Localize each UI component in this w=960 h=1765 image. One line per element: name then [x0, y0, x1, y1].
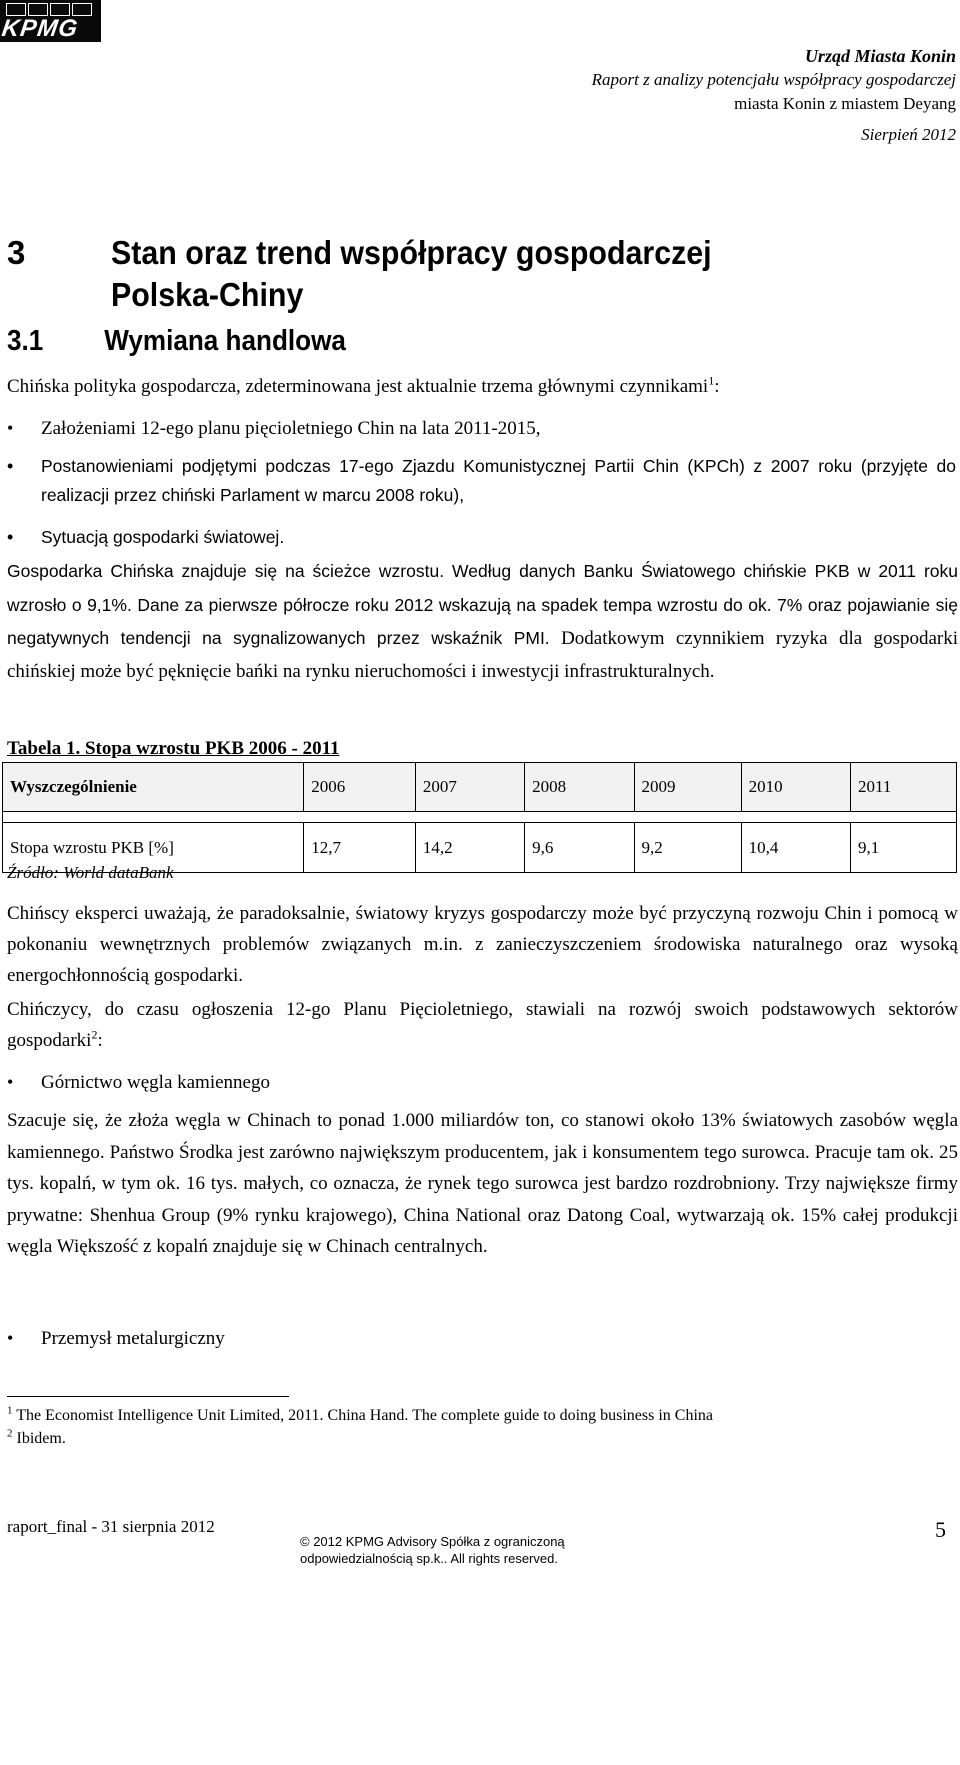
footer-copyright: © 2012 KPMG Advisory Spółka z ograniczoną odpowiedzialnością sp.k.. All rights reserved. — [300, 1534, 565, 1566]
table-cell: 9,1 — [850, 823, 956, 873]
intro-paragraph: Chińska polityka gospodarcza, zdeterminowana jest aktualnie trzema głównymi czynnikami$^1$: — [7, 373, 720, 397]
logo-text: KPMG — [0, 15, 80, 42]
subsection-number: 3.1 — [7, 325, 44, 357]
gdp-growth-table — [2, 762, 957, 873]
footnote-ref-1[interactable]: 1 — [708, 373, 715, 388]
footnote-ref-2[interactable]: 2 — [91, 1027, 98, 1042]
table-header-year: 2007 — [415, 763, 524, 812]
table-header-year: 2008 — [525, 763, 634, 812]
sectors-paragraph: Chińczycy, do czasu ogłoszenia 12-go Planu Pięcioletniego, stawiali na rozwój swoich podstawowych sektorów gospodarki$^2$: — [7, 999, 958, 1051]
table-header-row — [3, 763, 957, 812]
table-source: Źródło: World dataBank — [7, 863, 174, 882]
header-date: Sierpień 2012 — [861, 125, 956, 144]
bullet-icon: • — [7, 1328, 14, 1348]
section-number: 3 — [7, 234, 26, 271]
growth-paragraph: Gospodarka Chińska znajduje się na ścieżce wzrostu. Według danych Banku Światowego chińskie PKB w 2011 roku wzrosło o 9,1%. Dane za pierwsze półrocze roku 2012 wskazują na spadek tempa wzrostu do ok. 7% oraz pojawianie się negatywnych tendencji na sygnalizowanych przez wskaźnik PMI. Dodatkowym czynnikiem ryzyka dla gospodarki chińskiej może być pęknięcie bańki na rynku nieruchomości i inwestycji infrastrukturalnych. — [7, 561, 958, 682]
table-header-year: 2011 — [850, 763, 956, 812]
table-header-year: 2010 — [741, 763, 850, 812]
subsection-heading — [7, 321, 346, 361]
table-header-label: Wyszczególnienie — [3, 763, 304, 812]
table-cell: 12,7 — [304, 823, 416, 873]
table-cell: 9,6 — [525, 823, 634, 873]
header-report-line1: Raport z analizy potencjału współpracy gospodarczej — [591, 70, 956, 89]
bullet-icon: • — [7, 1072, 14, 1092]
table-header-year: 2009 — [634, 763, 741, 812]
table-cell: 9,2 — [634, 823, 741, 873]
bullet-icon: • — [7, 418, 14, 438]
header-report-line2: miasta Konin z miastem Deyang — [734, 94, 956, 113]
header-office: Urząd Miasta Konin — [804, 46, 956, 66]
footnote-1: $^1$ The Economist Intelligence Unit Limited, 2011. China Hand. The complete guide to doing business in China — [7, 1404, 713, 1424]
page-number: 5 — [935, 1517, 946, 1542]
table-title: Tabela 1. Stopa wzrostu PKB 2006 - 2011 — [7, 738, 340, 759]
footnote-divider — [7, 1396, 289, 1397]
table-cell: 10,4 — [741, 823, 850, 873]
table-spacer-row — [3, 812, 957, 823]
table-row-label: Stopa wzrostu PKB [%] — [3, 823, 304, 873]
footnote-2: $^2$ Ibidem. — [7, 1427, 66, 1447]
footer-report-name: raport_final - 31 sierpnia 2012 — [7, 1517, 215, 1536]
coal-paragraph: Szacuje się, że złoża węgla w Chinach to ponad 1.000 miliardów ton, co stanowi około 13% światowych zasobów węgla kamiennego. Państwo Środka jest zarówno największym producentem, jak i konsumentem tego surowca. Pracuje tam ok. 25 tys. kopalń, w tym ok. 16 tys. małych, co oznacza, że rynek tego surowca jest bardzo rozdrobniony. Trzy największe firmy prywatne: Shenhua Group (9% rynku krajowego), China National oraz Datong Coal, wytwarzają ok. 15% całej produkcji węgla Większość z kopalń znajduje się w Chinach centralnych. — [7, 1110, 958, 1258]
bullet-icon: • — [7, 527, 14, 547]
bullet-icon: • — [7, 456, 14, 476]
table-cell: 14,2 — [415, 823, 524, 873]
kpmg-logo — [0, 0, 101, 42]
table-header-year: 2006 — [304, 763, 416, 812]
subsection-title: Wymiana handlowa — [104, 325, 346, 357]
experts-paragraph: Chińscy eksperci uważają, że paradoksalnie, światowy kryzys gospodarczy może być przyczyną rozwoju Chin i pomocą w pokonaniu wewnętrznych problemów związanych m.in. z zanieczyszczeniem środowiska naturalnego oraz wysoką energochłonnością gospodarki. — [7, 903, 958, 986]
section-title: Stan oraz trend współpracy gospodarczej Polska-Chiny — [111, 234, 712, 313]
